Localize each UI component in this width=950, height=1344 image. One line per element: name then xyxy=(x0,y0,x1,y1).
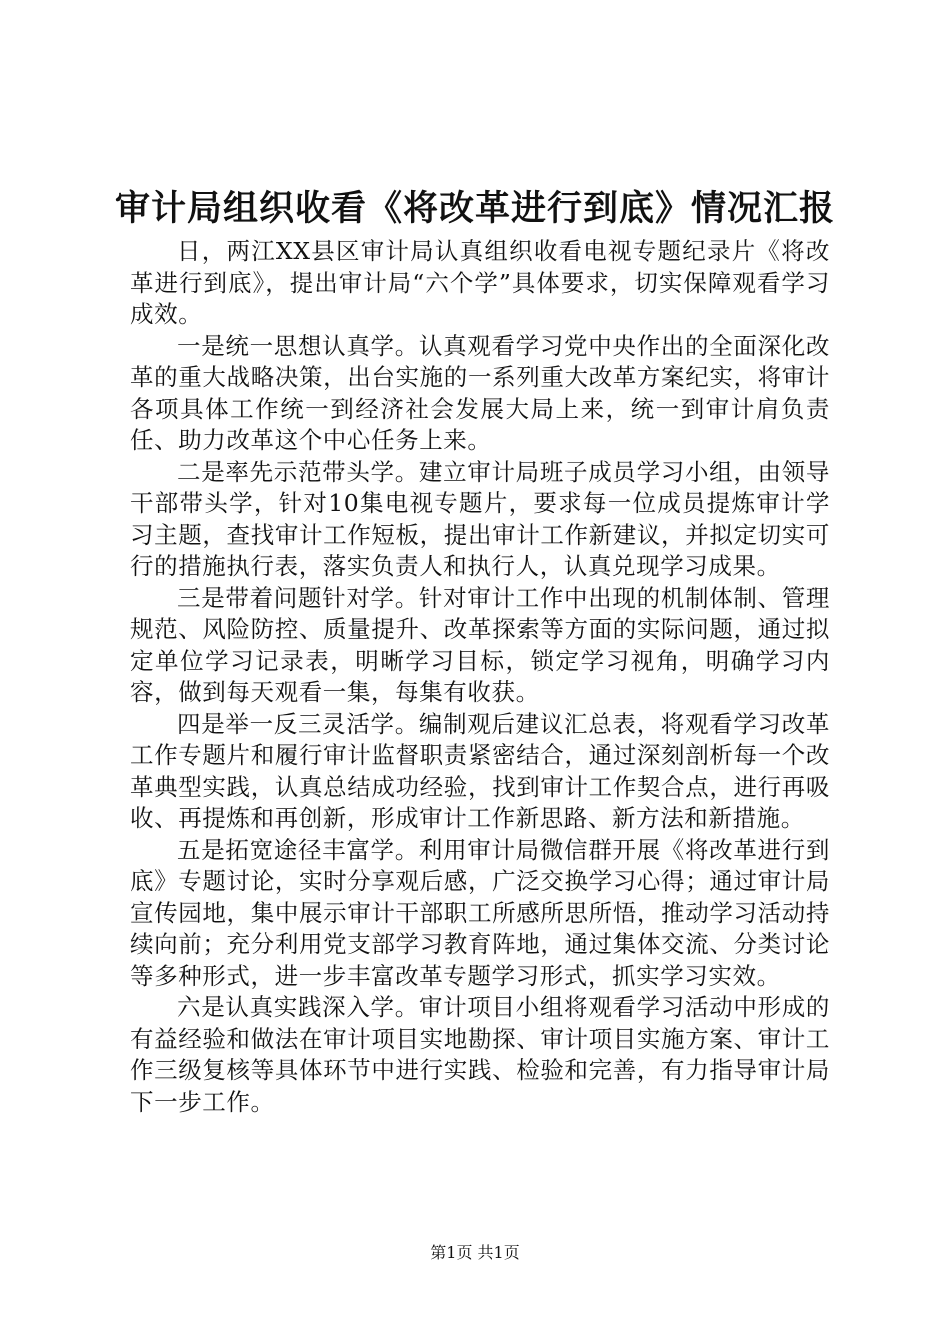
paragraph-item-5: 五是拓宽途径丰富学。利用审计局微信群开展《将改革进行到底》专题讨论，实时分享观后感，广泛交换学习心得；通过审计局宣传园地，集中展示审计干部职工所感所思所悟，推动学习活动持续向前；充分利用党支部学习教育阵地，通过集体交流、分类讨论等多种形式，进一步丰富改革专题学习形式，抓实学习实效。 xyxy=(130,835,830,990)
paragraph-item-6: 六是认真实践深入学。审计项目小组将观看学习活动中形成的有益经验和做法在审计项目实地勘探、审计项目实施方案、审计工作三级复核等具体环节中进行实践、检验和完善，有力指导审计局下一步工作。 xyxy=(130,993,830,1116)
document-body xyxy=(130,236,830,1118)
document-title: 审计局组织收看《将改革进行到底》情况汇报 xyxy=(114,188,835,229)
paragraph-item-3: 三是带着问题针对学。针对审计工作中出现的机制体制、管理规范、风险防控、质量提升、改革探索等方面的实际问题，通过拟定单位学习记录表，明晰学习目标，锁定学习视角，明确学习内容，做到每天观看一集，每集有收获。 xyxy=(130,583,830,706)
paragraph-item-2: 二是率先示范带头学。建立审计局班子成员学习小组，由领导干部带头学，针对10集电视专题片，要求每一位成员提炼审计学习主题，查找审计工作短板，提出审计工作新建议，并拟定切实可行的措施执行表，落实负责人和执行人，认真兑现学习成果。 xyxy=(130,457,830,580)
page-footer: 第1页 共1页 xyxy=(430,1243,520,1262)
paragraph-item-1: 一是统一思想认真学。认真观看学习党中央作出的全面深化改革的重大战略决策，出台实施的一系列重大改革方案纪实，将审计各项具体工作统一到经济社会发展大局上来，统一到审计肩负责任、助力改革这个中心任务上来。 xyxy=(130,331,830,454)
paragraph-item-4: 四是举一反三灵活学。编制观后建议汇总表，将观看学习改革工作专题片和履行审计监督职责紧密结合，通过深刻剖析每一个改革典型实践，认真总结成功经验，找到审计工作契合点，进行再吸收、再提炼和再创新，形成审计工作新思路、新方法和新措施。 xyxy=(130,709,830,832)
paragraph-intro: 日，两江XX县区审计局认真组织收看电视专题纪录片《将改革进行到底》，提出审计局“六个学”具体要求，切实保障观看学习成效。 xyxy=(130,237,830,328)
